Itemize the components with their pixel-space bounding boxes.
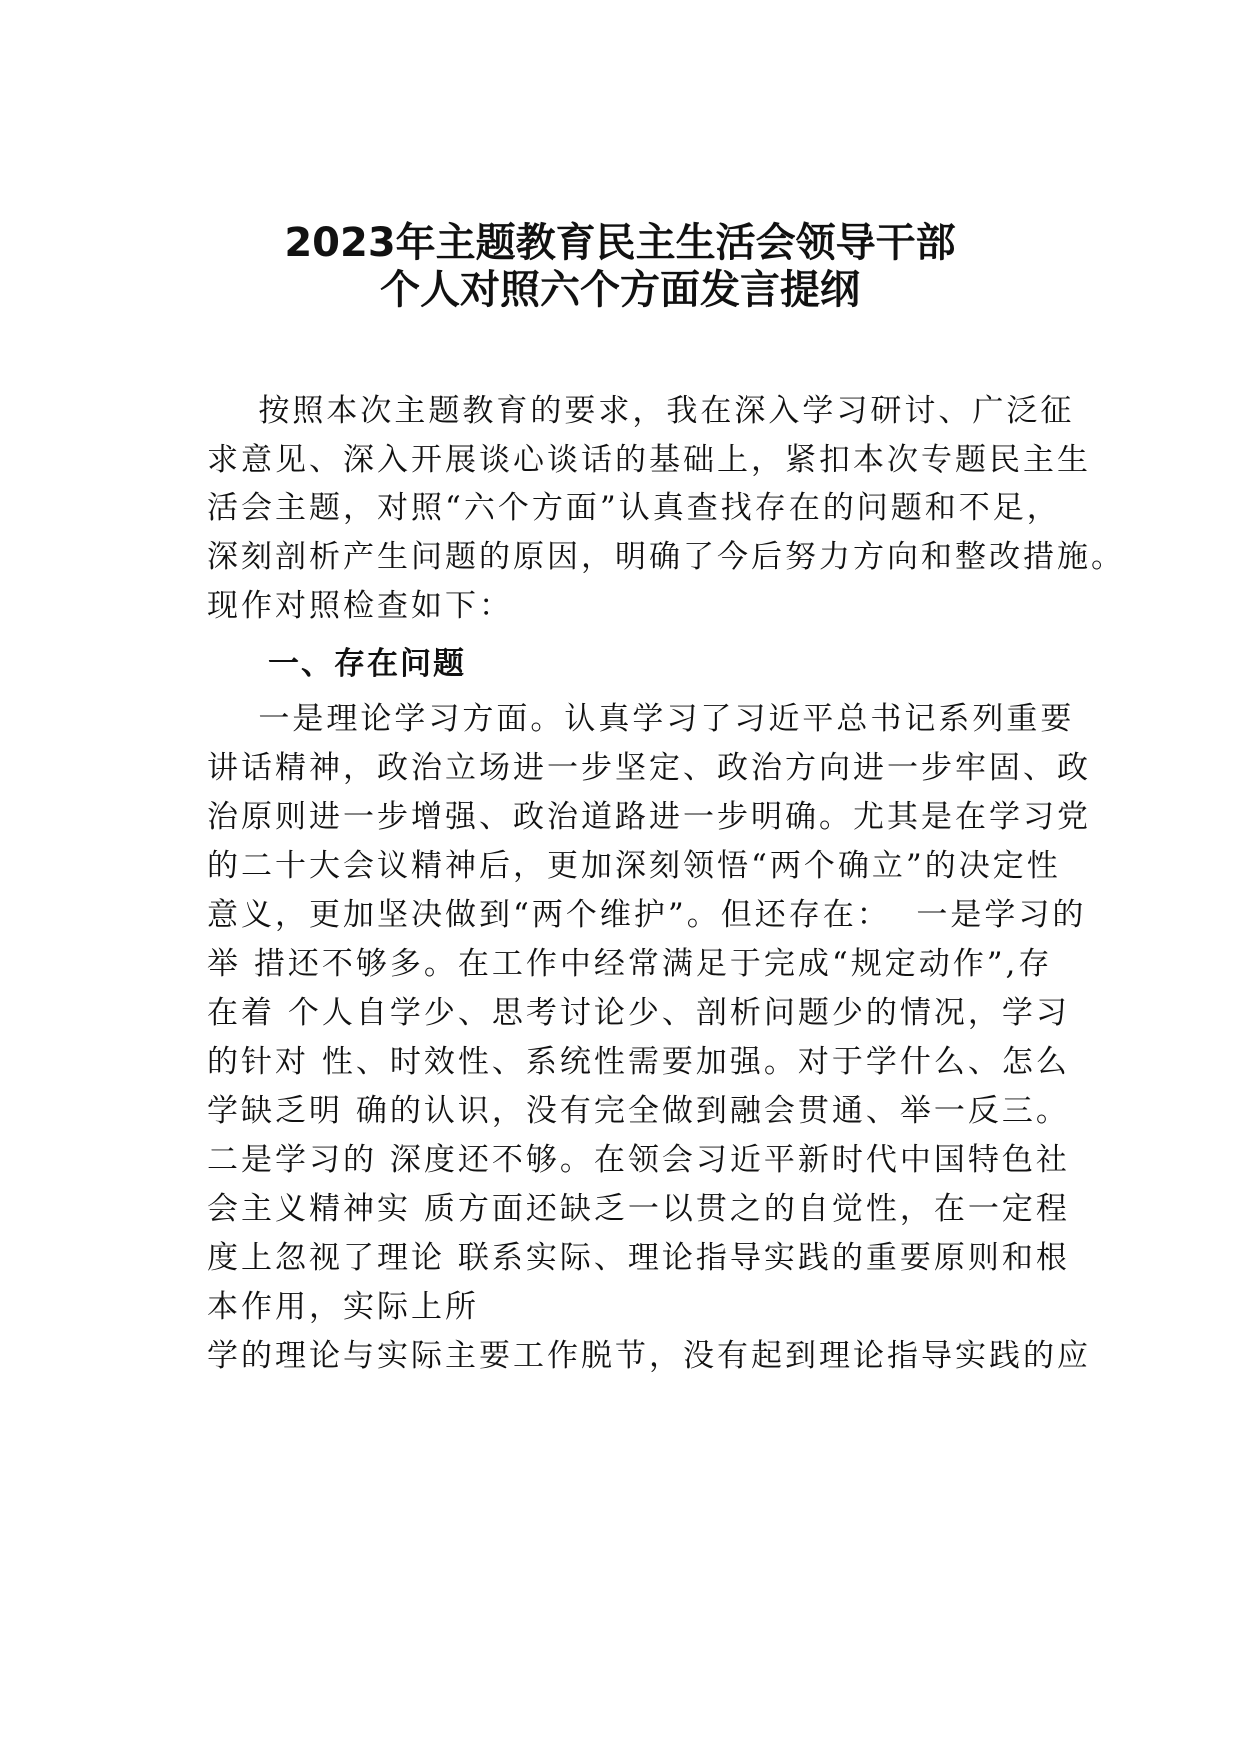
section-line: 举 措还不够多。在工作中经常满足于完成“规定动作”,存 [207, 946, 1053, 982]
section-line: 会主义精神实 质方面还缺乏一以贯之的自觉性，在一定程 [207, 1191, 1070, 1227]
intro-line: 按照本次主题教育的要求，我在深入学习研讨、广泛征 [207, 393, 1075, 429]
section-line: 的针对 性、时效性、系统性需要加强。对于学什么、怎么 [207, 1044, 1070, 1080]
section-line: 意义，更加坚决做到“两个维护”。但还存在： 一是学习的 [207, 897, 1087, 933]
intro-line: 深刻剖析产生问题的原因，明确了今后努力方向和整改措施。 [207, 539, 1125, 575]
section-line: 学的理论与实际主要工作脱节，没有起到理论指导实践的应 [207, 1338, 1091, 1374]
section-heading: 一、存在问题 [268, 646, 466, 682]
section-line: 本作用，实际上所 [207, 1289, 479, 1325]
section-line: 二是学习的 深度还不够。在领会习近平新时代中国特色社 [207, 1142, 1070, 1178]
section-line: 一是理论学习方面。认真学习了习近平总书记系列重要 [207, 701, 1075, 737]
section-line: 治原则进一步增强、政治道路进一步明确。尤其是在学习党 [207, 799, 1091, 835]
section-line: 的二十大会议精神后，更加深刻领悟“两个确立”的决定性 [207, 848, 1061, 884]
document-title-line-2: 个人对照六个方面发言提纲 [380, 267, 860, 313]
intro-line: 活会主题，对照“六个方面”认真查找存在的问题和不足， [207, 490, 1061, 526]
section-line: 学缺乏明 确的认识，没有完全做到融会贯通、举一反三。 [207, 1093, 1070, 1129]
section-line: 度上忽视了理论 联系实际、理论指导实践的重要原则和根 [207, 1240, 1070, 1276]
intro-line: 求意见、深入开展谈心谈话的基础上，紧扣本次专题民主生 [207, 442, 1091, 478]
section-line: 讲话精神，政治立场进一步坚定、政治方向进一步牢固、政 [207, 750, 1091, 786]
section-line: 在着 个人自学少、思考讨论少、剖析问题少的情况，学习 [207, 995, 1070, 1031]
document-title-line-1: 2023年主题教育民主生活会领导干部 [284, 220, 956, 266]
intro-line: 现作对照检查如下： [207, 588, 513, 624]
